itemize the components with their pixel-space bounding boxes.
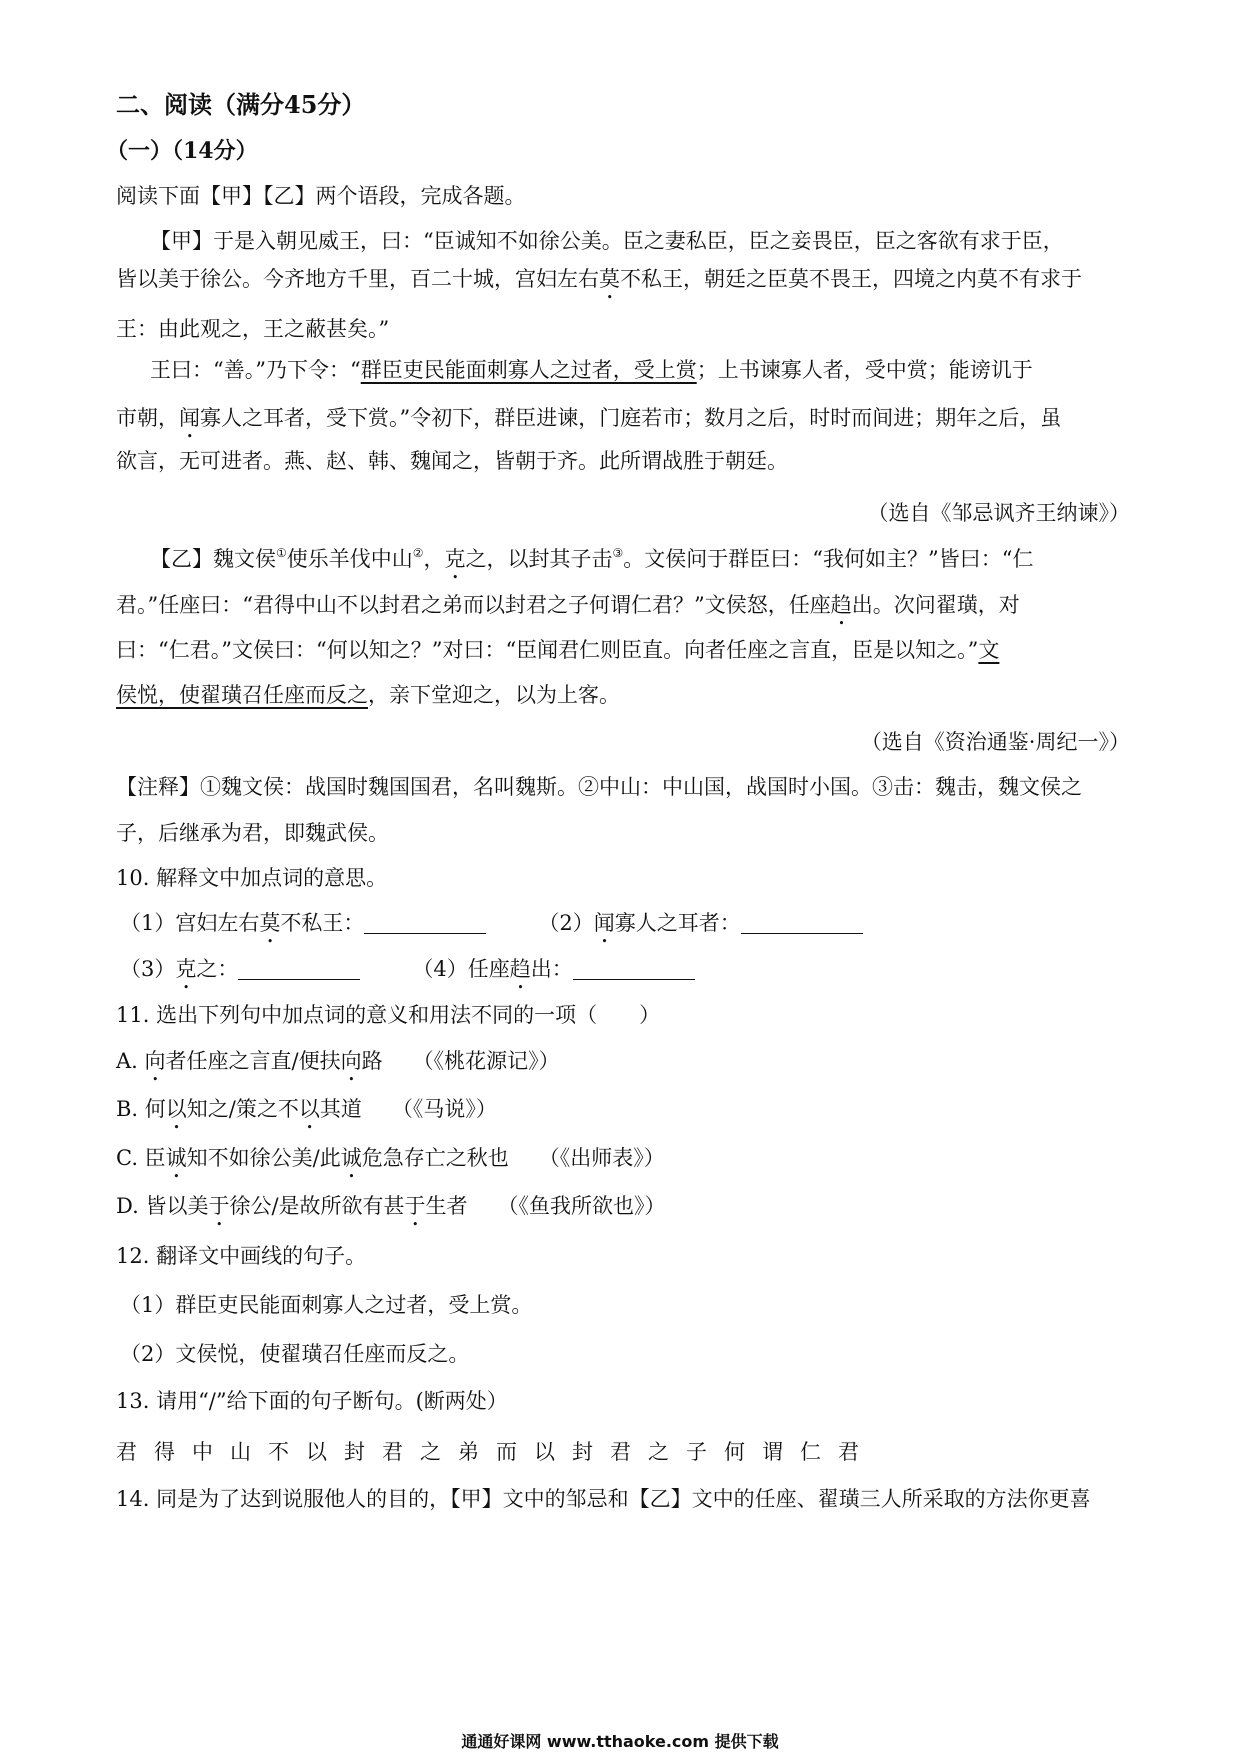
answer-blank[interactable] <box>741 911 863 934</box>
yi-line-4 <box>116 680 1128 710</box>
option-source: （《鱼我所欲也》） <box>497 1194 666 1218</box>
text-segment: ，亲下堂迎之，以为上客。 <box>368 683 620 707</box>
jia-line-1: 【甲】于是入朝见威王，曰：“臣诚知不如徐公美。臣之妻私臣，臣之妾畏臣，臣之客欲有求于臣， <box>150 229 1064 253</box>
option-source: （《马说》） <box>391 1097 497 1121</box>
jia-source: （选自《邹忌讽齐王纳谏》） <box>867 501 1130 525</box>
text-segment: 市朝， <box>116 406 179 430</box>
text-segment: D. 皆以美 <box>116 1194 209 1218</box>
jia-line-3: 王：由此观之，王之蔽甚矣。” <box>116 317 390 341</box>
answer-blank[interactable] <box>364 911 486 934</box>
text-segment: 不私王： <box>280 911 365 935</box>
underlined-sentence: 侯悦，使翟璜召任座而反之 <box>116 683 368 707</box>
jia-line-6: 欲言，无可进者。燕、赵、韩、魏闻之，皆朝于齐。此所谓战胜于朝廷。 <box>116 449 788 473</box>
yi-line-2 <box>116 590 1128 630</box>
dotted-word: 向 <box>340 1049 362 1073</box>
page-footer: 通通好课网 www.tthaoke.com 提供下载 <box>461 1732 779 1751</box>
option-source: （《出师表》） <box>538 1146 665 1170</box>
jia-line-4 <box>150 355 1128 385</box>
text-segment: 知之/策之不 <box>186 1097 299 1121</box>
dotted-word: 诚 <box>165 1146 187 1170</box>
text-segment: A. <box>116 1049 145 1073</box>
q11-option-b[interactable] <box>116 1094 1128 1134</box>
q12-item-1: （1）群臣吏民能面刺寡人之过者，受上赏。 <box>120 1293 533 1317</box>
text-segment: 路 <box>361 1049 383 1073</box>
q11-stem: 11. 选出下列句中加点词的意义和用法不同的一项（ ） <box>116 1003 661 1027</box>
text-segment: C. 臣 <box>116 1146 166 1170</box>
option-source: （《桃花源记》） <box>412 1049 560 1073</box>
text-segment: ， <box>423 547 445 571</box>
text-segment: ；上书谏寡人者，受中赏；能谤讥于 <box>696 358 1033 382</box>
underlined-sentence: 文 <box>978 638 1000 662</box>
dotted-word: 以 <box>298 1097 320 1121</box>
q10-stem: 10. 解释文中加点词的意思。 <box>116 866 388 890</box>
dotted-word: 以 <box>165 1097 187 1121</box>
text-segment: 知不如徐公美/此 <box>186 1146 341 1170</box>
text-segment: 曰：“仁君。”文侯曰：“何以知之？”对曰：“臣闻君仁则臣直。向者任座之言直，臣是以知之。” <box>116 638 979 662</box>
text-segment: 其道 <box>319 1097 362 1121</box>
yi-source: （选自《资治通鉴·周纪一》） <box>860 730 1130 754</box>
dotted-word: 莫 <box>599 267 620 291</box>
text-segment: 徐公/是故所欲有甚 <box>229 1194 405 1218</box>
footnote-marker: ② <box>412 546 424 560</box>
dotted-word: 克 <box>444 547 466 571</box>
dotted-word: 克 <box>175 957 197 981</box>
text-segment: 出。次问翟璜，对 <box>851 593 1020 617</box>
dotted-word: 向 <box>144 1049 166 1073</box>
dotted-word: 于 <box>404 1194 426 1218</box>
text-segment: 出： <box>530 957 573 981</box>
text-segment: 者任座之言直/便扶 <box>165 1049 341 1073</box>
footnote-marker: ① <box>276 546 287 560</box>
text-segment: 王曰：“善。”乃下令：“ <box>150 358 361 382</box>
jia-line-2 <box>116 264 1128 304</box>
yi-line-1 <box>150 544 1128 584</box>
text-segment: （4）任座 <box>412 957 510 981</box>
notes-line-1: 【注释】①魏文侯：战国时魏国国君，名叫魏斯。②中山：中山国，战国时小国。③击：魏击，魏文侯之 <box>116 775 1082 799</box>
q13-stem: 13. 请用“/”给下面的句子断句。(断两处） <box>116 1389 508 1413</box>
text-segment: 危急存亡之秋也 <box>361 1146 509 1170</box>
notes-line-2: 子，后继承为君，即魏武侯。 <box>116 821 389 845</box>
q12-item-2: （2）文侯悦，使翟璜召任座而反之。 <box>120 1342 470 1366</box>
text-segment: （2） <box>538 911 594 935</box>
footnote-marker: ③ <box>612 546 624 560</box>
text-segment: 之： <box>196 957 239 981</box>
q12-stem: 12. 翻译文中画线的句子。 <box>116 1244 367 1268</box>
text-segment: 皆以美于徐公。今齐地方千里，百二十城，宫妇左右 <box>116 267 599 291</box>
q13-sentence: 君得中山不以封君之弟而以封君之子何谓仁君 <box>116 1440 876 1464</box>
text-segment: 寡人之耳者： <box>614 911 741 935</box>
text-segment: 君。”任座曰：“君得中山不以封君之弟而以封君之子何谓仁君？”文侯怒，任座 <box>116 593 831 617</box>
dotted-word: 于 <box>208 1194 230 1218</box>
answer-blank[interactable] <box>573 957 695 980</box>
yi-line-3 <box>116 635 1128 665</box>
text-segment: 使乐羊伐中山 <box>286 547 413 571</box>
dotted-word: 诚 <box>340 1146 362 1170</box>
answer-blank[interactable] <box>238 957 360 980</box>
sub-title: （一）（14分） <box>106 138 258 164</box>
q10-row-2 <box>120 954 1128 994</box>
jia-line-5 <box>116 403 1128 443</box>
instruction: 阅读下面【甲】【乙】两个语段，完成各题。 <box>116 184 526 208</box>
text-segment: （1）宫妇左右 <box>120 911 260 935</box>
q11-option-a[interactable] <box>116 1046 1128 1086</box>
text-segment: （3） <box>120 957 176 981</box>
text-segment: 之，以封其子击 <box>465 547 613 571</box>
text-segment: 不私王，朝廷之臣莫不畏王，四境之内莫不有求于 <box>620 267 1082 291</box>
q10-row-1 <box>120 908 1128 948</box>
q11-option-c[interactable] <box>116 1143 1128 1183</box>
dotted-word: 闻 <box>179 406 200 430</box>
section-title: 二、阅读（满分45分） <box>116 90 366 119</box>
text-segment: 寡人之耳者，受下赏。”令初下，群臣进谏，门庭若市；数月之后，时时而间进；期年之后，虽 <box>200 406 1062 430</box>
dotted-word: 闻 <box>593 911 615 935</box>
text-segment: B. 何 <box>116 1097 166 1121</box>
underlined-sentence: 群臣吏民能面刺寡人之过者，受上赏 <box>360 358 697 382</box>
q11-option-d[interactable] <box>116 1191 1128 1231</box>
dotted-word: 莫 <box>259 911 281 935</box>
text-segment: 。文侯问于群臣曰：“我何如主？”皆曰：“仁 <box>623 547 1034 571</box>
dotted-word: 趋 <box>509 957 531 981</box>
text-segment: 生者 <box>425 1194 468 1218</box>
text-segment: 【乙】魏文侯 <box>150 547 276 571</box>
q14-stem: 14. 同是为了达到说服他人的目的，【甲】文中的邹忌和【乙】文中的任座、翟璜三人所采取的方法你更喜 <box>116 1487 1091 1511</box>
dotted-word: 趋 <box>830 593 852 617</box>
